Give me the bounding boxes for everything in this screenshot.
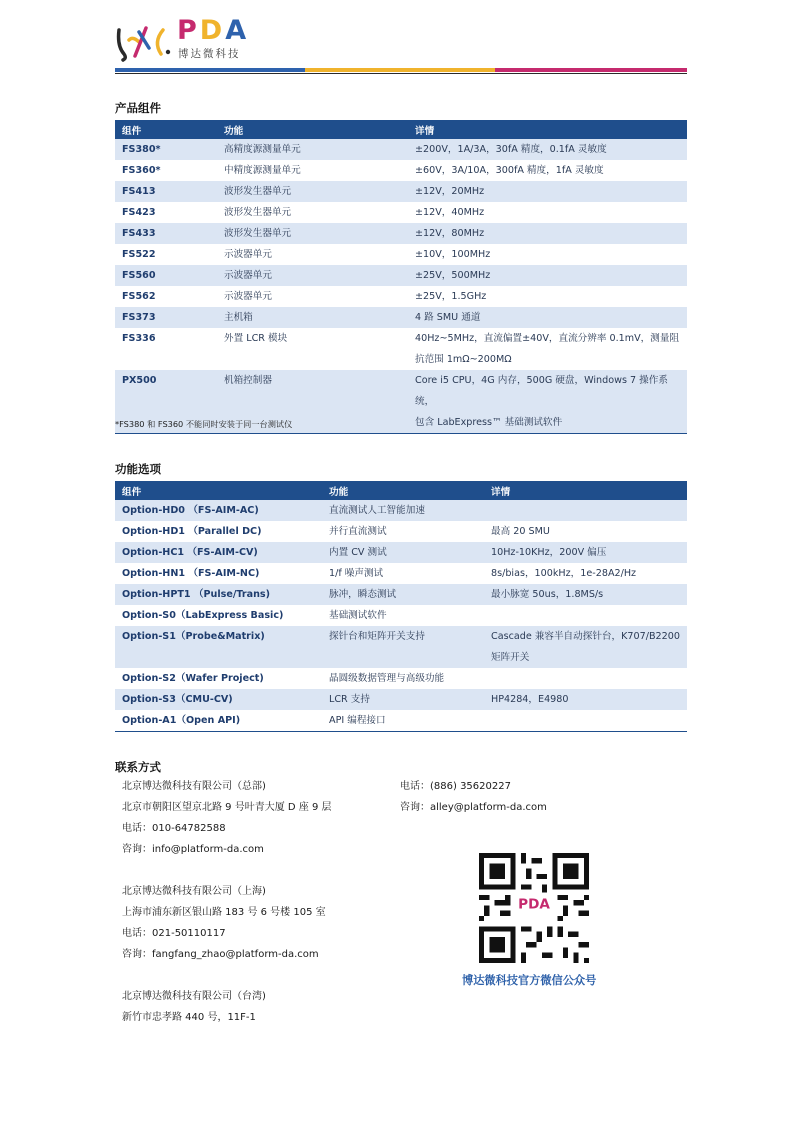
row-detail-line1: 40Hz~5MHz，直流偏置±40V，直流分辨率 0.1mV，测量阻 (415, 333, 680, 344)
row-function: 机箱控制器 (217, 370, 408, 434)
header-rule-blue (115, 68, 305, 72)
table-row (115, 286, 687, 307)
row-function: 探针台和矩阵开关支持 (322, 626, 484, 668)
contact-left-column (122, 776, 332, 1028)
hq-address: 北京市朝阳区望京北路 9 号叶青大厦 D 座 9 层 (122, 802, 332, 813)
row-detail (484, 668, 687, 689)
row-name: FS562 (122, 291, 156, 302)
options-header-row (115, 481, 687, 500)
tw-phone: 电话：(886) 35620227 (400, 781, 511, 792)
logo-mark-icon (115, 20, 175, 62)
table-row (115, 584, 687, 605)
row-name: FS413 (115, 181, 217, 202)
row-detail (484, 605, 687, 626)
hq-email[interactable]: 咨询：info@platform-da.com (122, 844, 264, 855)
col-header-component: 组件 (115, 120, 217, 139)
row-detail-line1: Core i5 CPU，4G 内存，500G 硬盘，Windows 7 操作系统， (415, 375, 668, 407)
table-row (115, 563, 687, 584)
tw-company: 北京博达微科技有限公司（台湾) (122, 991, 266, 1002)
components-footnote: *FS380 和 FS360 不能同时安装于同一台测试仪 (115, 419, 293, 429)
row-detail (408, 370, 687, 434)
company-logo (115, 15, 265, 62)
row-detail: ±12V，40MHz (415, 207, 485, 218)
col-header-detail: 详情 (484, 481, 687, 500)
row-name: Option-HC1 （FS-AIM-CV) (115, 542, 322, 563)
row-function: API 编程接口 (322, 710, 484, 732)
row-detail (484, 500, 687, 521)
contact-spacer (122, 860, 332, 881)
components-table (115, 120, 687, 434)
col-header-function: 功能 (217, 120, 408, 139)
table-row (115, 542, 687, 563)
row-function: 波形发生器单元 (224, 207, 292, 218)
header-rule-yellow (305, 68, 495, 72)
row-detail: ±200V，1A/3A，30fA 精度，0.1fA 灵敏度 (408, 139, 687, 160)
table-row (115, 265, 687, 286)
row-name: FS380* (115, 139, 217, 160)
row-detail: ±25V，1.5GHz (415, 291, 487, 302)
row-name: FS423 (122, 207, 156, 218)
hq-phone: 电话：010-64782588 (122, 823, 226, 834)
row-function: 直流测试人工智能加速 (322, 500, 484, 521)
row-name: Option-HN1 （FS-AIM-NC) (122, 568, 260, 579)
row-name: Option-HD1 （Parallel DC) (122, 526, 262, 537)
components-header-row (115, 120, 687, 139)
row-detail-line1: Cascade 兼容半自动探针台，K707/B2200 (491, 631, 680, 642)
table-row (115, 307, 687, 328)
options-table (115, 481, 687, 732)
row-function: 内置 CV 测试 (322, 542, 484, 563)
row-detail: 10Hz-10KHz，200V 偏压 (484, 542, 687, 563)
table-row (115, 139, 687, 160)
row-name: Option-HPT1 （Pulse/Trans) (115, 584, 322, 605)
row-detail-line2: 矩阵开关 (491, 652, 530, 663)
row-function: 主机箱 (217, 307, 408, 328)
row-function: 中精度源测量单元 (224, 165, 301, 176)
table-row (115, 626, 687, 668)
row-detail (408, 328, 687, 370)
logo-text (177, 16, 249, 46)
row-name: Option-HD0 （FS-AIM-AC) (115, 500, 322, 521)
row-function: 外置 LCR 模块 (224, 333, 288, 344)
row-name: FS360* (122, 165, 161, 176)
row-detail: 最小脉宽 50us，1.8MS/s (484, 584, 687, 605)
row-function: 并行直流测试 (329, 526, 387, 537)
row-name: Option-S3（CMU-CV) (115, 689, 322, 710)
qr-caption: 博达微科技官方微信公众号 (462, 974, 597, 987)
table-row (115, 521, 687, 542)
sh-address: 上海市浦东新区银山路 183 号 6 号楼 105 室 (122, 907, 326, 918)
row-detail-line2: 包含 LabExpress™ 基础测试软件 (415, 417, 563, 428)
row-detail: ±12V，80MHz (408, 223, 687, 244)
row-function: 波形发生器单元 (217, 223, 408, 244)
contact-right-column (400, 776, 547, 818)
table-row (115, 328, 687, 370)
logo-letter: D (199, 15, 226, 46)
sh-phone: 电话：021-50110117 (122, 928, 226, 939)
row-detail: HP4284，E4980 (484, 689, 687, 710)
col-header-function: 功能 (322, 481, 484, 500)
row-detail: 最高 20 SMU (491, 526, 550, 537)
row-name: Option-S2（Wafer Project) (122, 673, 264, 684)
row-detail: ±60V，3A/10A，300fA 精度，1fA 灵敏度 (415, 165, 604, 176)
row-detail: ±12V，20MHz (408, 181, 687, 202)
row-name: Option-S0（LabExpress Basic) (122, 610, 284, 621)
row-detail-line2: 抗范围 1mΩ~200MΩ (415, 354, 512, 365)
table-row (115, 710, 687, 732)
row-name: Option-S1（Probe&Matrix) (115, 626, 322, 668)
table-row (115, 160, 687, 181)
row-detail: ±25V，500MHz (408, 265, 687, 286)
row-name: FS433 (115, 223, 217, 244)
wechat-qr-code (479, 853, 589, 963)
tw-email[interactable]: 咨询：alley@platform-da.com (400, 802, 547, 813)
sh-email[interactable]: 咨询：fangfang_zhao@platform-da.com (122, 949, 319, 960)
col-header-detail: 详情 (408, 120, 687, 139)
row-detail: 8s/bias，100kHz，1e-28A2/Hz (491, 568, 637, 579)
row-function: 示波器单元 (217, 265, 408, 286)
table-row (115, 500, 687, 521)
row-detail (484, 710, 687, 732)
qr-logo-text: PDA (518, 896, 550, 913)
row-function: 基础测试软件 (329, 610, 387, 621)
row-function: 晶圆级数据管理与高级功能 (329, 673, 445, 684)
logo-subtitle: 博达微科技 (178, 48, 241, 60)
row-name: PX500 (115, 370, 217, 434)
row-function: LCR 支持 (322, 689, 484, 710)
table-row (115, 668, 687, 689)
row-function: 高精度源测量单元 (217, 139, 408, 160)
row-detail: ±10V，100MHz (415, 249, 491, 260)
table-row (115, 181, 687, 202)
row-name: FS560 (115, 265, 217, 286)
components-title: 产品组件 (115, 101, 161, 115)
row-function: 示波器单元 (224, 249, 272, 260)
contact-spacer (122, 965, 332, 986)
table-row (115, 202, 687, 223)
row-function: 1/f 噪声测试 (329, 568, 384, 579)
row-name: FS373 (115, 307, 217, 328)
col-header-component: 组件 (115, 481, 322, 500)
logo-letter-p (177, 16, 249, 46)
row-name: Option-A1（Open API) (115, 710, 322, 732)
row-detail (484, 626, 687, 668)
row-function: 示波器单元 (224, 291, 272, 302)
contact-title: 联系方式 (115, 760, 161, 774)
table-row (115, 605, 687, 626)
row-function: 波形发生器单元 (217, 181, 408, 202)
options-title: 功能选项 (115, 462, 161, 476)
header-divider (115, 73, 687, 74)
logo-letter: A (225, 15, 250, 46)
row-detail: 4 路 SMU 通道 (408, 307, 687, 328)
row-name: FS336 (122, 333, 156, 344)
tw-address: 新竹市忠孝路 440 号，11F-1 (122, 1012, 256, 1023)
hq-company: 北京博达微科技有限公司（总部) (122, 781, 266, 792)
row-function: 脉冲，瞬态测试 (322, 584, 484, 605)
sh-company: 北京博达微科技有限公司（上海) (122, 886, 266, 897)
header-rule-magenta (495, 68, 687, 72)
table-row (115, 244, 687, 265)
table-row (115, 689, 687, 710)
logo-letter: P (177, 15, 200, 46)
row-name: FS522 (122, 249, 156, 260)
table-row (115, 223, 687, 244)
